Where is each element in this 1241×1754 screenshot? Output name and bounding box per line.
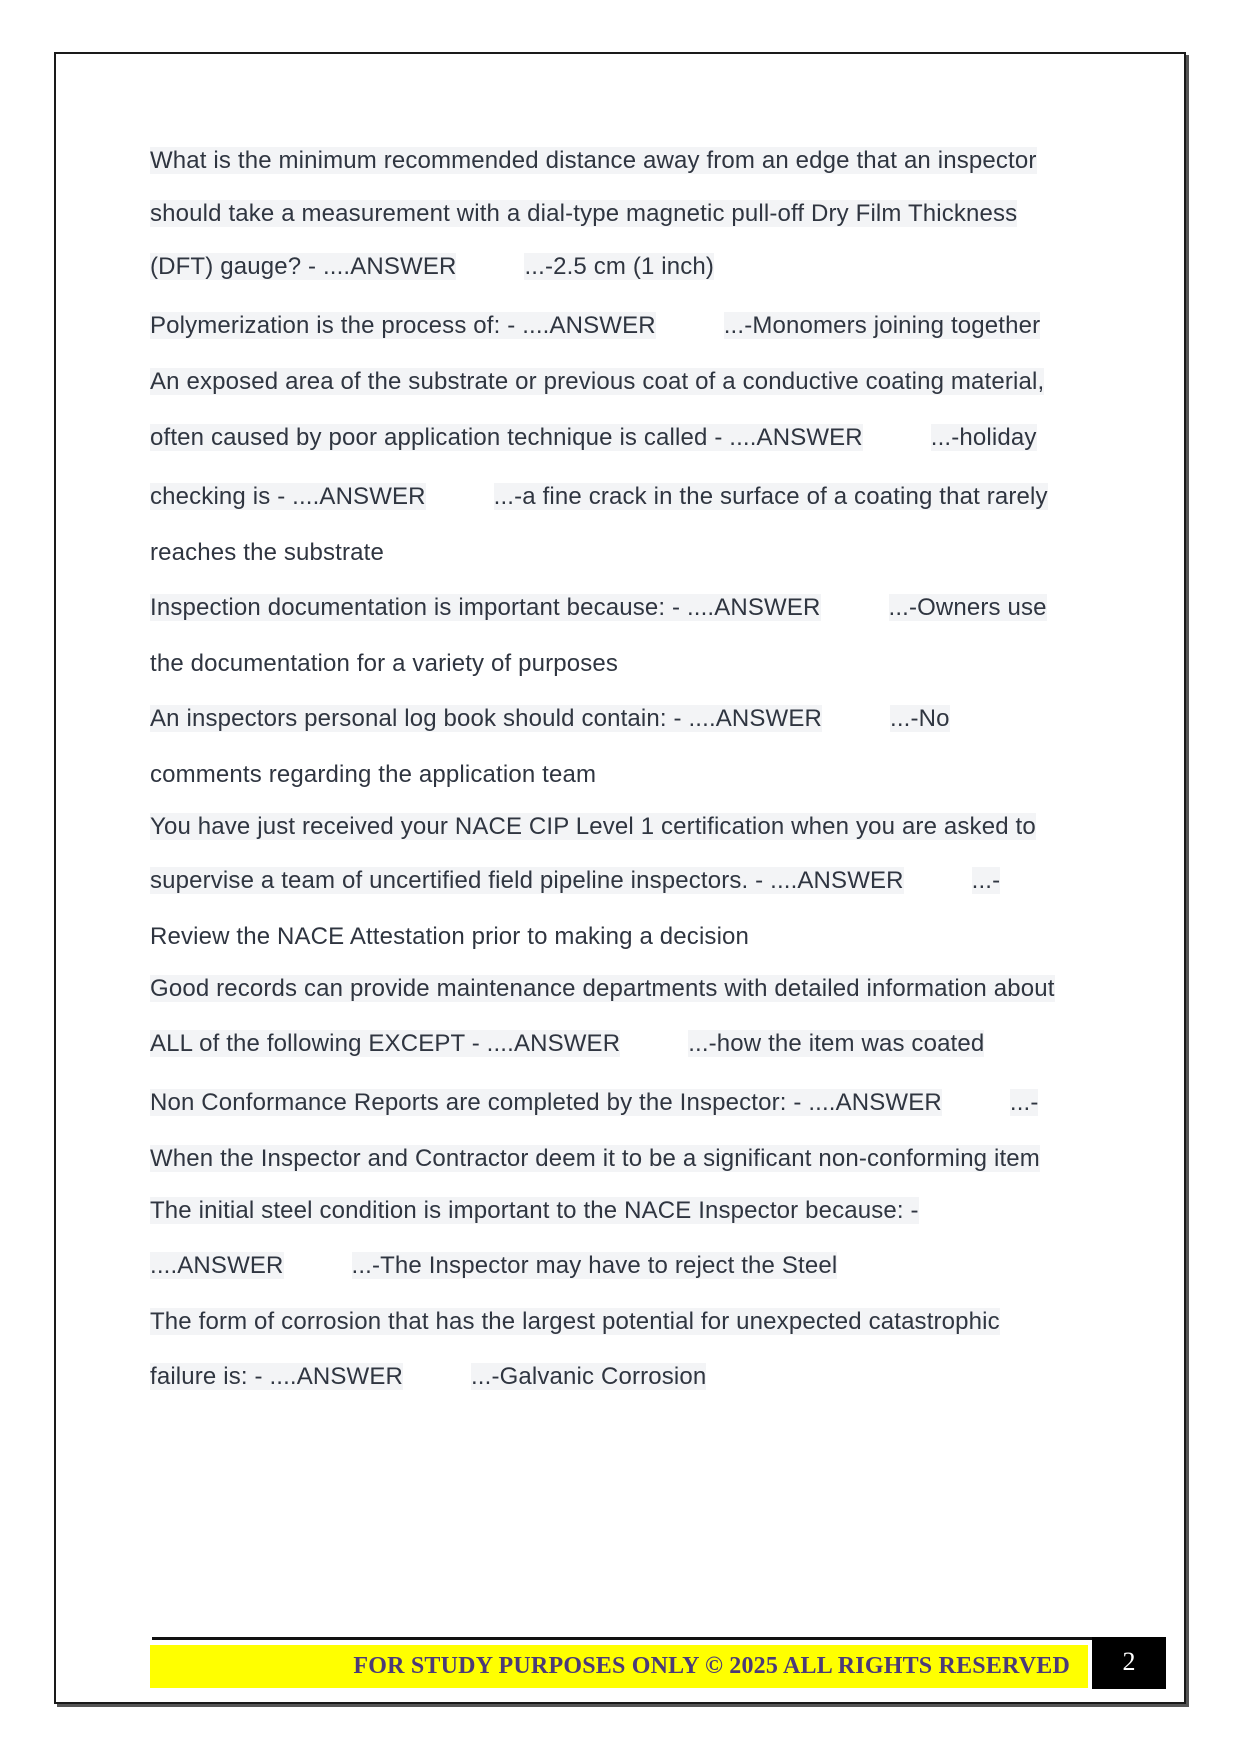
answer-text: ...-Monomers joining together — [723, 312, 1041, 339]
answer-text: ...-Owners use — [888, 594, 1047, 621]
text-segment: When the Inspector and Contractor deem it to be a significant non-conforming item — [150, 1145, 1040, 1172]
text-line — [150, 758, 596, 792]
text-segment: supervise a team of uncertified field pipeline inspectors. - ....ANSWER — [150, 867, 904, 894]
answer-text: ...-2.5 cm (1 inch) — [524, 253, 715, 280]
text-segment: reaches the substrate — [150, 539, 384, 566]
text-line — [150, 536, 384, 570]
answer-text: ...-a fine crack in the surface of a coating that rarely — [493, 483, 1048, 510]
text-segment: should take a measurement with a dial-type magnetic pull-off Dry Film Thickness — [150, 200, 1018, 227]
text-line — [150, 702, 950, 736]
text-segment: The initial steel condition is important to the NACE Inspector because: - — [150, 1197, 919, 1224]
text-segment: What is the minimum recommended distance away from an edge that an inspector — [150, 147, 1037, 174]
text-segment: comments regarding the application team — [150, 761, 597, 788]
text-segment: the documentation for a variety of purposes — [150, 650, 619, 677]
text-line — [150, 421, 1037, 455]
text-segment: An inspectors personal log book should contain: - ....ANSWER — [150, 705, 822, 732]
footer-rule — [152, 1637, 1092, 1640]
text-line — [150, 144, 1037, 178]
text-line — [150, 309, 1040, 343]
text-line — [150, 365, 1044, 399]
text-line — [150, 810, 1036, 844]
answer-text: ...-Galvanic Corrosion — [470, 1363, 707, 1390]
text-line — [150, 972, 1055, 1006]
text-segment: ....ANSWER — [150, 1252, 284, 1279]
footer-text: FOR STUDY PURPOSES ONLY © 2025 ALL RIGHTS RESERVED — [353, 1653, 1070, 1679]
text-segment: checking is - ....ANSWER — [150, 483, 426, 510]
text-line — [150, 1142, 1040, 1176]
text-segment: Review the NACE Attestation prior to making a decision — [150, 923, 750, 950]
text-segment: Non Conformance Reports are completed by the Inspector: - ....ANSWER — [150, 1089, 942, 1116]
text-line — [150, 1086, 1038, 1120]
text-segment: (DFT) gauge? - ....ANSWER — [150, 253, 457, 280]
text-segment: often caused by poor application technique is called - ....ANSWER — [150, 424, 863, 451]
text-segment: An exposed area of the substrate or previous coat of a conductive coating material, — [150, 368, 1045, 395]
answer-text: ...- — [971, 867, 1001, 894]
text-line — [150, 1305, 1000, 1339]
text-segment: The form of corrosion that has the largest potential for unexpected catastrophic — [150, 1308, 1000, 1335]
text-line — [150, 197, 1017, 231]
text-line — [150, 864, 1000, 898]
text-line — [150, 647, 618, 681]
text-line — [150, 1027, 984, 1061]
text-line — [150, 591, 1047, 625]
footer-banner — [150, 1645, 1088, 1688]
text-segment: Polymerization is the process of: - ....ANSWER — [150, 312, 656, 339]
text-segment: Good records can provide maintenance departments with detailed information about — [150, 975, 1055, 1002]
text-line — [150, 480, 1048, 514]
answer-text: ...-The Inspector may have to reject the Steel — [351, 1252, 838, 1279]
page-number: 2 — [1092, 1637, 1166, 1689]
text-segment: You have just received your NACE CIP Level 1 certification when you are asked to — [150, 813, 1036, 840]
answer-text: ...-No — [890, 705, 950, 732]
text-segment: Inspection documentation is important because: - ....ANSWER — [150, 594, 821, 621]
text-segment: failure is: - ....ANSWER — [150, 1363, 403, 1390]
text-line — [150, 1360, 706, 1394]
answer-text: ...- — [1009, 1089, 1039, 1116]
answer-text: ...-how the item was coated — [688, 1030, 985, 1057]
answer-text: ...-holiday — [930, 424, 1037, 451]
text-segment: ALL of the following EXCEPT - ....ANSWER — [150, 1030, 621, 1057]
text-line — [150, 250, 714, 284]
text-line — [150, 1249, 837, 1283]
text-line — [150, 920, 749, 954]
text-line — [150, 1194, 919, 1228]
